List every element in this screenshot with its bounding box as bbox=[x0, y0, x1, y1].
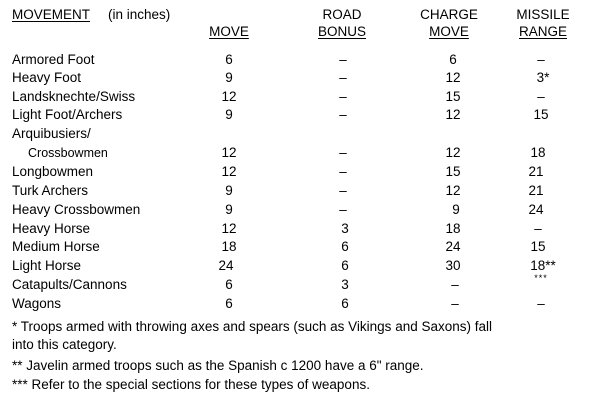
charge-value: 12 bbox=[445, 183, 461, 198]
unit-name: Catapults/Cannons bbox=[12, 277, 127, 292]
missile-value: 3* bbox=[536, 70, 550, 85]
charge-value: – bbox=[451, 296, 459, 311]
footnote-3: *** Refer to the special sections for these types of weapons. bbox=[12, 377, 370, 392]
unit-name: Heavy Crossbowmen bbox=[12, 202, 141, 217]
missile-value: – bbox=[537, 52, 545, 67]
footnote-1: * Troops armed with throwing axes and spears (such as Vikings and Saxons) fall bbox=[12, 319, 492, 334]
header-move: MOVE bbox=[209, 24, 249, 39]
unit-name: Medium Horse bbox=[12, 239, 100, 254]
move-value: 12 bbox=[221, 89, 237, 104]
road-value: 3 bbox=[341, 221, 349, 236]
road-value: 3 bbox=[341, 277, 349, 292]
move-value: 9 bbox=[225, 202, 233, 217]
move-value: 9 bbox=[225, 183, 233, 198]
move-value: 12 bbox=[221, 221, 237, 236]
missile-value: 15 bbox=[530, 239, 546, 254]
header-missile-range: RANGE bbox=[518, 24, 568, 39]
header-road-bonus: BONUS bbox=[317, 24, 367, 39]
unit-name: Turk Archers bbox=[12, 183, 89, 198]
move-value: 9 bbox=[225, 107, 233, 122]
charge-value: 30 bbox=[445, 258, 461, 273]
header-charge-move: MOVE bbox=[429, 24, 469, 39]
missile-value: 21 bbox=[528, 164, 544, 179]
move-value: 12 bbox=[221, 145, 237, 160]
units-note: (in inches) bbox=[108, 7, 171, 22]
missile-value: 18 bbox=[530, 145, 546, 160]
footnote-2: ** Javelin armed troops such as the Spanish c 1200 have a 6" range. bbox=[12, 358, 424, 373]
charge-value: 12 bbox=[445, 107, 461, 122]
footnote-1-continued: into this category. bbox=[12, 337, 117, 352]
unit-name: Heavy Horse bbox=[12, 221, 91, 236]
unit-name: Armored Foot bbox=[12, 52, 95, 67]
road-value: 6 bbox=[341, 239, 349, 254]
missile-value: – bbox=[537, 296, 545, 311]
road-value: – bbox=[339, 52, 347, 67]
move-value: 9 bbox=[225, 70, 233, 85]
road-value: – bbox=[339, 107, 347, 122]
missile-value: 21 bbox=[528, 183, 544, 198]
missile-value: *** bbox=[534, 273, 548, 283]
charge-value: – bbox=[451, 277, 459, 292]
missile-value: 15 bbox=[533, 107, 549, 122]
road-value: – bbox=[339, 70, 347, 85]
missile-value: 18** bbox=[530, 258, 556, 273]
table-title: MOVEMENT bbox=[12, 7, 91, 22]
charge-value: 9 bbox=[452, 202, 460, 217]
charge-value: 15 bbox=[445, 89, 461, 104]
unit-name: Longbowmen bbox=[12, 164, 94, 179]
road-value: 6 bbox=[341, 258, 349, 273]
unit-name: Heavy Foot bbox=[12, 70, 82, 85]
road-value: 6 bbox=[341, 296, 349, 311]
unit-name: Wagons bbox=[12, 296, 62, 311]
move-value: 18 bbox=[221, 239, 237, 254]
road-value: – bbox=[339, 183, 347, 198]
missile-value: 24 bbox=[528, 202, 544, 217]
charge-value: 15 bbox=[445, 164, 461, 179]
header-road: ROAD bbox=[322, 7, 362, 22]
unit-name: Landsknechte/Swiss bbox=[12, 89, 136, 104]
unit-name: Light Foot/Archers bbox=[12, 107, 123, 122]
move-value: 12 bbox=[221, 164, 237, 179]
road-value: – bbox=[339, 164, 347, 179]
charge-value: 12 bbox=[445, 70, 461, 85]
unit-name: Light Horse bbox=[12, 258, 82, 273]
move-value: 6 bbox=[225, 52, 233, 67]
unit-name: Arquibusiers/ bbox=[12, 126, 91, 141]
charge-value: 24 bbox=[445, 239, 461, 254]
charge-value: 12 bbox=[445, 145, 461, 160]
missile-value: – bbox=[537, 89, 545, 104]
road-value: – bbox=[339, 89, 347, 104]
charge-value: 6 bbox=[449, 52, 457, 67]
header-charge: CHARGE bbox=[420, 7, 478, 22]
road-value: – bbox=[339, 145, 347, 160]
road-value: – bbox=[339, 202, 347, 217]
move-value: 24 bbox=[218, 258, 234, 273]
move-value: 6 bbox=[225, 296, 233, 311]
missile-value: – bbox=[534, 221, 542, 236]
move-value: 6 bbox=[225, 277, 233, 292]
unit-name: Crossbowmen bbox=[28, 146, 108, 160]
charge-value: 18 bbox=[445, 221, 461, 236]
header-missile: MISSILE bbox=[516, 7, 570, 22]
